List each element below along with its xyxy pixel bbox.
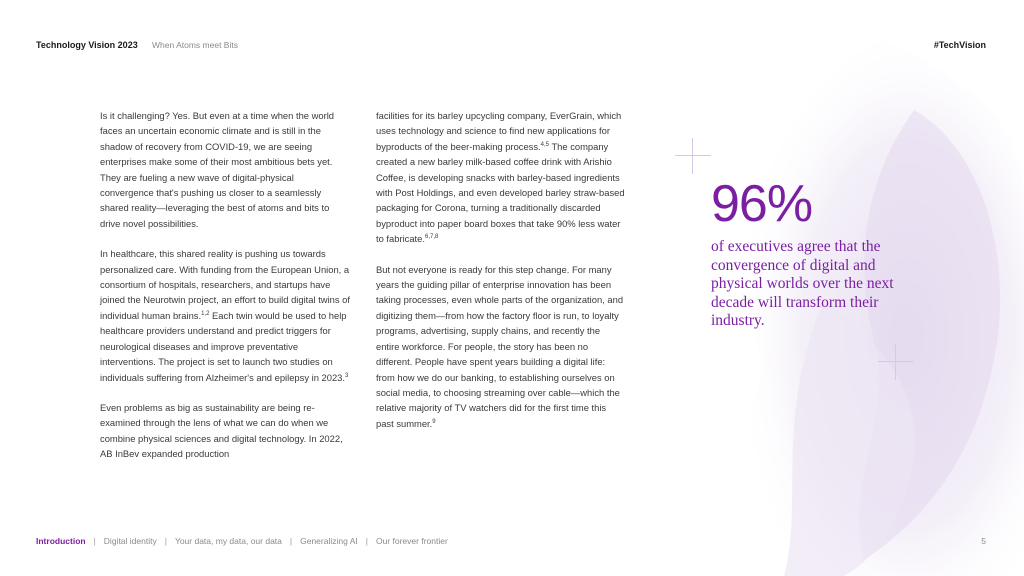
nav-separator: |: [164, 536, 167, 546]
paragraph: facilities for its barley upcycling company, EverGrain, which uses technology and science to find new applications for byproducts of the beer-making process.$^{4,5}$ The company created a new barley milk-based coffee drink with Arishio Coffee, is developing snacks with barley-based ingredients with Post Holdings, and even developed barley straw-based packaging for Corona, turning a traditionally discarded byproduct into paper board boxes that take 90% less water to fabricate.$^{6,7,8}$: [376, 110, 625, 245]
paragraph: Even problems as big as sustainability are being re-examined through the lens of what we can do when we combine physical sciences and digital technology. In 2022, AB InBev expanded production: [100, 401, 343, 460]
nav-item-digital-identity[interactable]: Digital identity: [103, 536, 157, 546]
decorative-plus-top: [675, 138, 711, 174]
nav-separator: |: [289, 536, 293, 546]
stat-callout: [711, 176, 911, 331]
nav-item-generalizing-ai[interactable]: Generalizing AI: [300, 536, 358, 546]
text-column-right: [376, 108, 626, 446]
nav-separator: |: [93, 536, 96, 546]
stat-value: 96%: [711, 175, 813, 233]
nav-separator: |: [365, 536, 368, 546]
header-hashtag: #TechVision: [933, 40, 986, 50]
paragraph: In healthcare, this shared reality is pushing us towards personalized care. With funding from the European Union, a consortium of hospitals, researchers, and startups have joined the Neurotwin project, an effort to build digital twins of individual human brains.$^{1,2}$ Each twin would be used to help healthcare providers understand and predict triggers for neurological diseases and improve preventative interventions. The project is set to launch two studies on individuals suffering from Alzheimer's and epilepsy in 2023.$^3$: [100, 248, 350, 383]
header-subtitle: When Atoms meet Bits: [152, 40, 238, 50]
paragraph: Is it challenging? Yes. But even at a time when the world faces an uncertain economic climate and is still in the shadow of recovery from COVID-19, we are seeing enterprises make some of their most ambitious bets yet. They are fueling a new wave of digital-physical convergence that's pushing us closer to a seamlessly shared reality—leveraging the best of atoms and bits to drive novel possibilities.: [100, 110, 334, 229]
header-brand: Technology Vision 2023: [36, 40, 138, 50]
footnote-ref[interactable]: 9: [432, 418, 436, 425]
footnote-ref[interactable]: 3: [344, 372, 349, 379]
footnote-ref[interactable]: 4,5: [540, 141, 550, 148]
paragraph: But not everyone is ready for this step change. For many years the guiding pillar of enterprise innovation has been taking processes, even whole parts of the organization, and digitizing them—from how the factory floor is run, to loyalty programs, advertising, supply chains, and recently the entire workforce. For people, the story has been no different. People have spent years building a digital life: from how we do our banking, to establishing ourselves on social media, to choosing streaming over cable—which the relative majority of TV watchers did for the first time this past summer.$^9$: [376, 263, 624, 429]
footnote-ref[interactable]: 6,7,8: [425, 234, 439, 241]
footnote-ref[interactable]: 1,2: [201, 310, 210, 317]
nav-item-introduction[interactable]: Introduction: [36, 536, 86, 546]
footer: [36, 536, 986, 548]
header: [36, 40, 986, 54]
nav-item-forever-frontier[interactable]: Our forever frontier: [375, 536, 448, 546]
decorative-plus-mid: [878, 344, 914, 380]
text-column-left: [100, 108, 350, 477]
section-nav: [36, 536, 448, 546]
nav-item-your-data[interactable]: Your data, my data, our data: [174, 536, 282, 546]
page-number: 5: [981, 536, 986, 546]
stat-description: of executives agree that the convergence of digital and physical worlds over the next decade will transform their industry.: [711, 238, 894, 330]
